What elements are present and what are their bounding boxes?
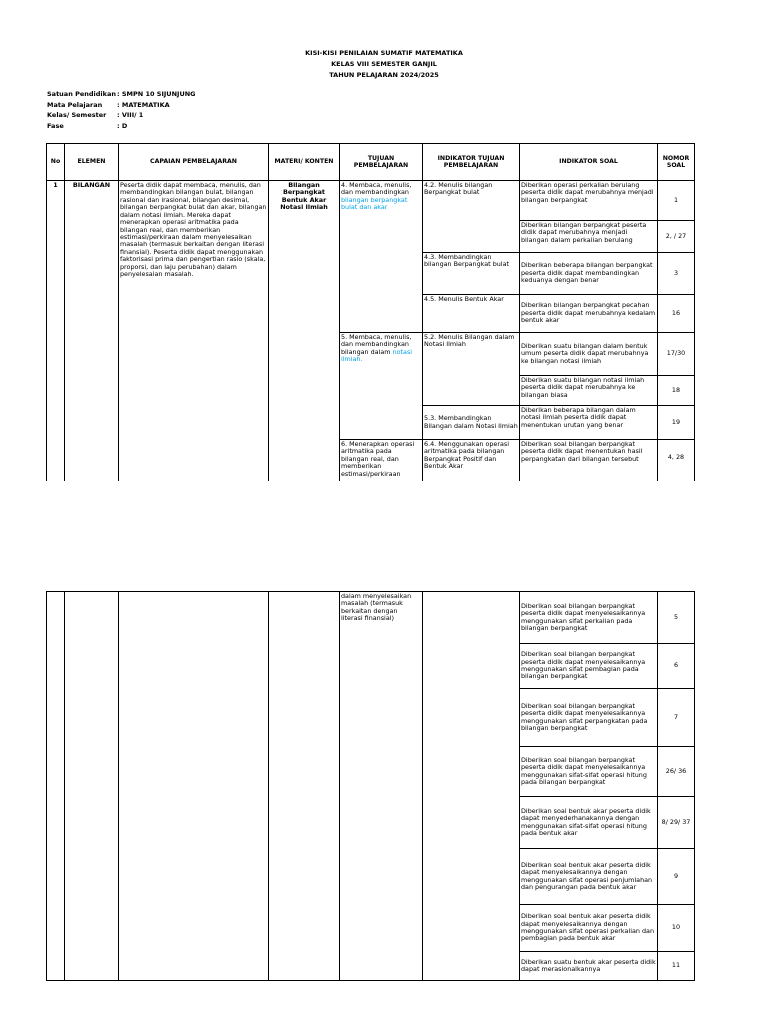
cell-indikator-soal: Diberikan beberapa bilangan dalam notasi ilmiah peserta didik dapat menentukan urutan yang benar: [520, 406, 658, 440]
page-1-table-area: [0, 0, 768, 481]
cell-capaian-cont: [119, 592, 269, 981]
page-2-table-area: [0, 591, 768, 1024]
document-subtitle-class: KELAS VIII SEMESTER GANJIL: [331, 60, 437, 68]
cell-indikator-soal: Diberikan beberapa bilangan berpangkat peserta didik dapat membandingkan keduanya dengan benar: [520, 253, 658, 295]
cell-nomor-soal: 6: [658, 644, 695, 689]
cell-indikator-soal: Diberikan operasi perkalian berulang peserta didik dapat merubahnya menjadi bilangan berpangkat: [520, 181, 658, 221]
cell-indikator-soal: Diberikan suatu bentuk akar peserta didik dapat merasionalkannya: [520, 952, 658, 981]
cell-nomor-soal: 2, / 27: [658, 221, 695, 253]
cell-tujuan-5: [340, 333, 423, 440]
document-title: KISI-KISI PENILAIAN SUMATIF MATEMATIKA: [305, 49, 463, 57]
cell-indikator-soal: Diberikan soal bilangan berpangkat peserta didik dapat menyelesaikannya menggunakan sifat perpangkatan pada bilangan berpangkat: [520, 689, 658, 747]
kisi-kisi-table-page-1: [46, 143, 695, 481]
cell-no-cont: [47, 592, 65, 981]
col-header-indikator-soal: INDIKATOR SOAL: [520, 144, 658, 181]
tujuan-4-text: 4. Membaca, menulis, dan membandingkan: [341, 181, 412, 197]
cell-indikator-soal: Diberikan bilangan berpangkat pecahan peserta didik dapat merubahnya kedalam bentuk akar: [520, 295, 658, 333]
col-header-capaian: CAPAIAN PEMBELAJARAN: [119, 144, 269, 181]
cell-indikator-4-3: 4.3. Membandingkan bilangan Berpangkat bulat: [423, 253, 520, 295]
tujuan-4-highlight: bilangan berpangkat bulat dan akar: [341, 195, 408, 212]
cell-capaian: Peserta didik dapat membaca, menulis, dan membandingkan bilangan bulat, bilangan rasional dan irasional, bilangan desimal, bilangan berpangkat bulat dan akar, bilangan dalam notasi ilmiah. Mereka dapat menerapkan operasi aritmatika pada bilangan real, dan memberikan estimasi/perkiraan dalam menyelesaikan masalah (termasuk berkaitan dengan literasi finansial). Peserta didik dapat menggunakan faktorisasi prima dan pengertian rasio (skala, proporsi, dan laju perubahan) dalam penyelesaian masalah.: [119, 181, 269, 482]
info-value-phase: : D: [117, 122, 128, 130]
cell-indikator-soal: Diberikan bilangan berpangkat peserta didik dapat merubahnya menjadi bilangan dalam perkalian berulang: [520, 221, 658, 253]
cell-indikator-soal: Diberikan soal bilangan berpangkat peserta didik dapat menentukan hasil perpangkatan dari bilangan tersebut: [520, 440, 658, 482]
col-header-tujuan: TUJUAN PEMBELAJARAN: [340, 144, 423, 181]
cell-materi: Bilangan Berpangkat Bentuk Akar Notasi Ilmiah: [269, 181, 340, 482]
cell-tujuan-4: [340, 181, 423, 333]
cell-indikator-4-2: 4.2. Menulis bilangan Berpangkat bulat: [423, 181, 520, 253]
cell-tujuan-6: 6. Menerapkan operasi aritmatika pada bilangan real, dan memberikan estimasi/perkiraan: [340, 440, 423, 482]
cell-tujuan-6-cont: dalam menyelesaikan masalah (termasuk berkaitan dengan literasi finansial): [340, 592, 423, 981]
cell-nomor-soal: 10: [658, 905, 695, 952]
cell-indikator-soal: Diberikan soal bentuk akar peserta didik dapat menyederhanakannya dengan menggunakan sifat-sifat operasi hitung pada bentuk akar: [520, 797, 658, 849]
cell-nomor-soal: 19: [658, 406, 695, 440]
table-row: [47, 181, 695, 221]
cell-nomor-soal: 8/ 29/ 37: [658, 797, 695, 849]
table-header-row: [47, 144, 695, 181]
cell-indikator-soal: Diberikan soal bilangan berpangkat peserta didik dapat menyelesaikannya menggunakan sifat-sifat operasi hitung pada bilangan berpangkat: [520, 747, 658, 797]
col-header-indikator-tujuan: INDIKATOR TUJUAN PEMBELAJARAN: [423, 144, 520, 181]
kisi-kisi-table-page-2: [46, 591, 695, 981]
cell-nomor-soal: 1: [658, 181, 695, 221]
cell-nomor-soal: 16: [658, 295, 695, 333]
cell-indikator-6-4-cont: [423, 592, 520, 981]
cell-indikator-soal: Diberikan soal bentuk akar peserta didik dapat menyelesaikannya dengan menggunakan sifat operasi penjumlahan dan pengurangan pada bentuk akar: [520, 849, 658, 905]
cell-nomor-soal: 5: [658, 592, 695, 644]
document-subtitle-year: TAHUN PELAJARAN 2024/2025: [329, 71, 439, 79]
col-header-nomor-soal: NOMOR SOAL: [658, 144, 695, 181]
cell-nomor-soal: 11: [658, 952, 695, 981]
cell-indikator-5-3: 5.3. Membandingkan Bilangan dalam Notasi Ilmiah: [423, 406, 520, 440]
cell-indikator-soal: Diberikan suatu bilangan dalam bentuk umum peserta didik dapat merubahnya ke bilangan notasi ilmiah: [520, 333, 658, 376]
cell-elemen-cont: [65, 592, 119, 981]
info-value-subject: : MATEMATIKA: [117, 101, 170, 109]
cell-indikator-4-5: 4.5. Menulis Bentuk Akar: [423, 295, 520, 333]
cell-nomor-soal: 26/ 36: [658, 747, 695, 797]
cell-indikator-soal: Diberikan soal bilangan berpangkat peserta didik dapat menyelesaikannya menggunakan sifat pembagian pada bilangan berpangkat: [520, 644, 658, 689]
cell-nomor-soal: 9: [658, 849, 695, 905]
tujuan-5-text: 5. Membaca, menulis, dan membandingkan bilangan dalam: [341, 333, 412, 356]
col-header-no: No: [47, 144, 65, 181]
cell-nomor-soal: 3: [658, 253, 695, 295]
cell-indikator-soal: Diberikan soal bentuk akar peserta didik dapat menyelesaikannya dengan menggunakan sifat operasi perkalian dan pembagian pada bentuk akar: [520, 905, 658, 952]
cell-indikator-6-4: 6.4. Menggunakan operasi aritmatika pada bilangan Berpangkat Positif dan Bentuk Akar: [423, 440, 520, 482]
cell-nomor-soal: 18: [658, 376, 695, 406]
col-header-materi: MATERI/ KONTEN: [269, 144, 340, 181]
cell-nomor-soal: 17/30: [658, 333, 695, 376]
cell-indikator-soal: Diberikan soal bilangan berpangkat peserta didik dapat menyelesaikannya menggunakan sifat perkalian pada bilangan berpangkat: [520, 592, 658, 644]
col-header-elemen: ELEMEN: [65, 144, 119, 181]
info-label-subject: Mata Pelajaran: [47, 101, 103, 109]
info-label-phase: Fase: [47, 122, 64, 130]
info-label-class: Kelas/ Semester: [47, 111, 107, 119]
cell-no: 1: [47, 181, 65, 482]
table-row: [47, 592, 695, 644]
cell-indikator-5-2: 5.2. Menulis Bilangan dalam Notasi Ilmiah: [423, 333, 520, 406]
cell-indikator-soal: Diberikan suatu bilangan notasi ilmiah peserta didik dapat merubahnya ke bilangan biasa: [520, 376, 658, 406]
cell-materi-cont: [269, 592, 340, 981]
info-label-school: Satuan Pendidikan: [47, 90, 116, 98]
cell-elemen: BILANGAN: [65, 181, 119, 482]
tujuan-5-highlight: notasi ilmiah.: [341, 347, 413, 364]
cell-nomor-soal: 4, 28: [658, 440, 695, 482]
cell-nomor-soal: 7: [658, 689, 695, 747]
info-value-class: : VIII/ 1: [117, 111, 144, 119]
info-value-school: : SMPN 10 SIJUNJUNG: [117, 90, 196, 98]
